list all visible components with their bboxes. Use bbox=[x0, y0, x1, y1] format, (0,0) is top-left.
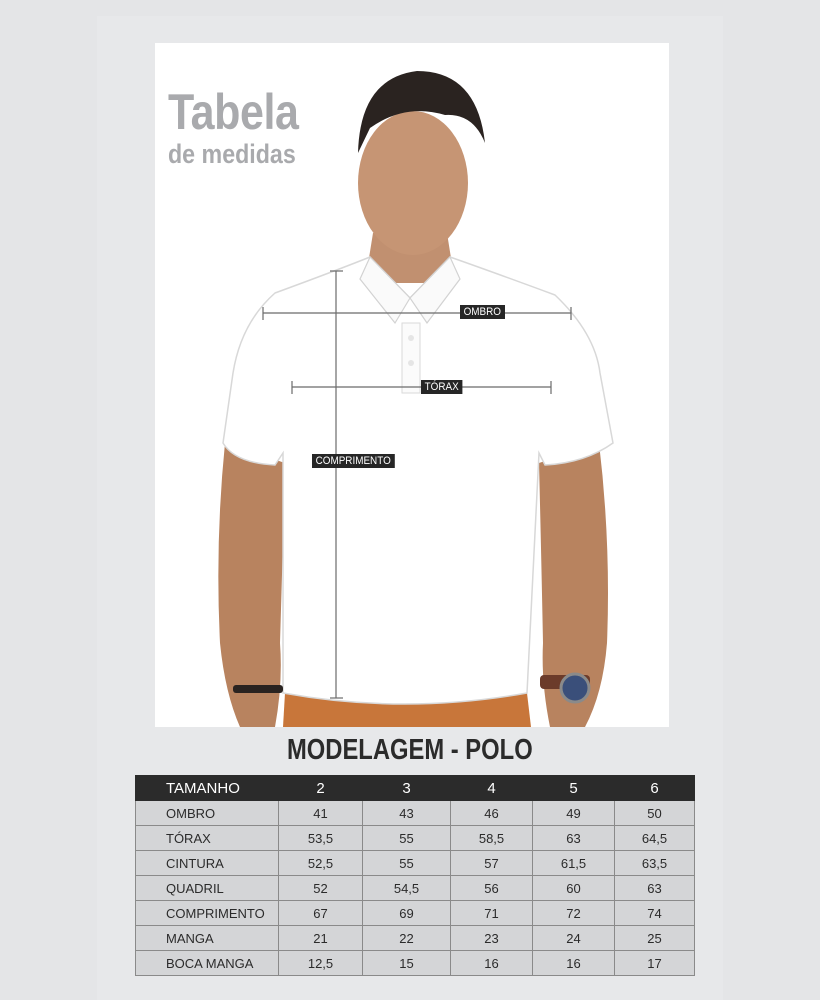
table-cell: 55 bbox=[363, 851, 451, 876]
watch bbox=[561, 674, 589, 702]
placket bbox=[402, 323, 420, 393]
table-cell: 25 bbox=[615, 926, 695, 951]
table-header-cell: 2 bbox=[279, 776, 363, 801]
row-label: OMBRO bbox=[136, 801, 279, 826]
table-row bbox=[136, 851, 695, 876]
table-header-cell: 5 bbox=[533, 776, 615, 801]
table-cell: 24 bbox=[533, 926, 615, 951]
model-photo bbox=[155, 43, 669, 727]
table-row bbox=[136, 826, 695, 851]
table-row bbox=[136, 951, 695, 976]
shoulder-label: OMBRO bbox=[460, 305, 505, 319]
table-header-cell: 6 bbox=[615, 776, 695, 801]
row-label: MANGA bbox=[136, 926, 279, 951]
table-cell: 49 bbox=[533, 801, 615, 826]
table-cell: 54,5 bbox=[363, 876, 451, 901]
table-header-row bbox=[136, 776, 695, 801]
table-cell: 64,5 bbox=[615, 826, 695, 851]
table-cell: 16 bbox=[533, 951, 615, 976]
table-cell: 67 bbox=[279, 901, 363, 926]
row-label: TÓRAX bbox=[136, 826, 279, 851]
table-cell: 55 bbox=[363, 826, 451, 851]
heading-title: Tabela bbox=[168, 84, 299, 140]
table-header-cell: TAMANHO bbox=[136, 776, 279, 801]
size-table bbox=[135, 775, 695, 976]
row-label: COMPRIMENTO bbox=[136, 901, 279, 926]
row-label: QUADRIL bbox=[136, 876, 279, 901]
table-cell: 41 bbox=[279, 801, 363, 826]
table-cell: 74 bbox=[615, 901, 695, 926]
left-arm bbox=[218, 443, 285, 727]
table-cell: 61,5 bbox=[533, 851, 615, 876]
table-cell: 46 bbox=[451, 801, 533, 826]
table-cell: 43 bbox=[363, 801, 451, 826]
button bbox=[408, 360, 414, 366]
heading bbox=[168, 84, 320, 169]
table-cell: 63 bbox=[533, 826, 615, 851]
table-cell: 21 bbox=[279, 926, 363, 951]
table-cell: 57 bbox=[451, 851, 533, 876]
table-cell: 23 bbox=[451, 926, 533, 951]
table-cell: 16 bbox=[451, 951, 533, 976]
table-cell: 52 bbox=[279, 876, 363, 901]
button bbox=[408, 335, 414, 341]
table-cell: 56 bbox=[451, 876, 533, 901]
table-cell: 69 bbox=[363, 901, 451, 926]
table-row bbox=[136, 876, 695, 901]
model-title: MODELAGEM - POLO bbox=[287, 734, 533, 766]
table-cell: 58,5 bbox=[451, 826, 533, 851]
bracelet bbox=[233, 685, 283, 693]
row-label: BOCA MANGA bbox=[136, 951, 279, 976]
table-row bbox=[136, 901, 695, 926]
table-cell: 17 bbox=[615, 951, 695, 976]
table-cell: 15 bbox=[363, 951, 451, 976]
table-cell: 63,5 bbox=[615, 851, 695, 876]
table-header-cell: 4 bbox=[451, 776, 533, 801]
table-cell: 52,5 bbox=[279, 851, 363, 876]
table-cell: 72 bbox=[533, 901, 615, 926]
table-cell: 22 bbox=[363, 926, 451, 951]
head bbox=[358, 111, 468, 255]
table-cell: 71 bbox=[451, 901, 533, 926]
heading-subtitle: de medidas bbox=[168, 139, 296, 169]
table-cell: 60 bbox=[533, 876, 615, 901]
table-cell: 50 bbox=[615, 801, 695, 826]
table-row bbox=[136, 926, 695, 951]
length-label: COMPRIMENTO bbox=[312, 454, 394, 468]
row-label: CINTURA bbox=[136, 851, 279, 876]
chest-label: TÓRAX bbox=[421, 380, 462, 394]
table-cell: 63 bbox=[615, 876, 695, 901]
table-cell: 12,5 bbox=[279, 951, 363, 976]
table-header-cell: 3 bbox=[363, 776, 451, 801]
table-row bbox=[136, 801, 695, 826]
table-cell: 53,5 bbox=[279, 826, 363, 851]
